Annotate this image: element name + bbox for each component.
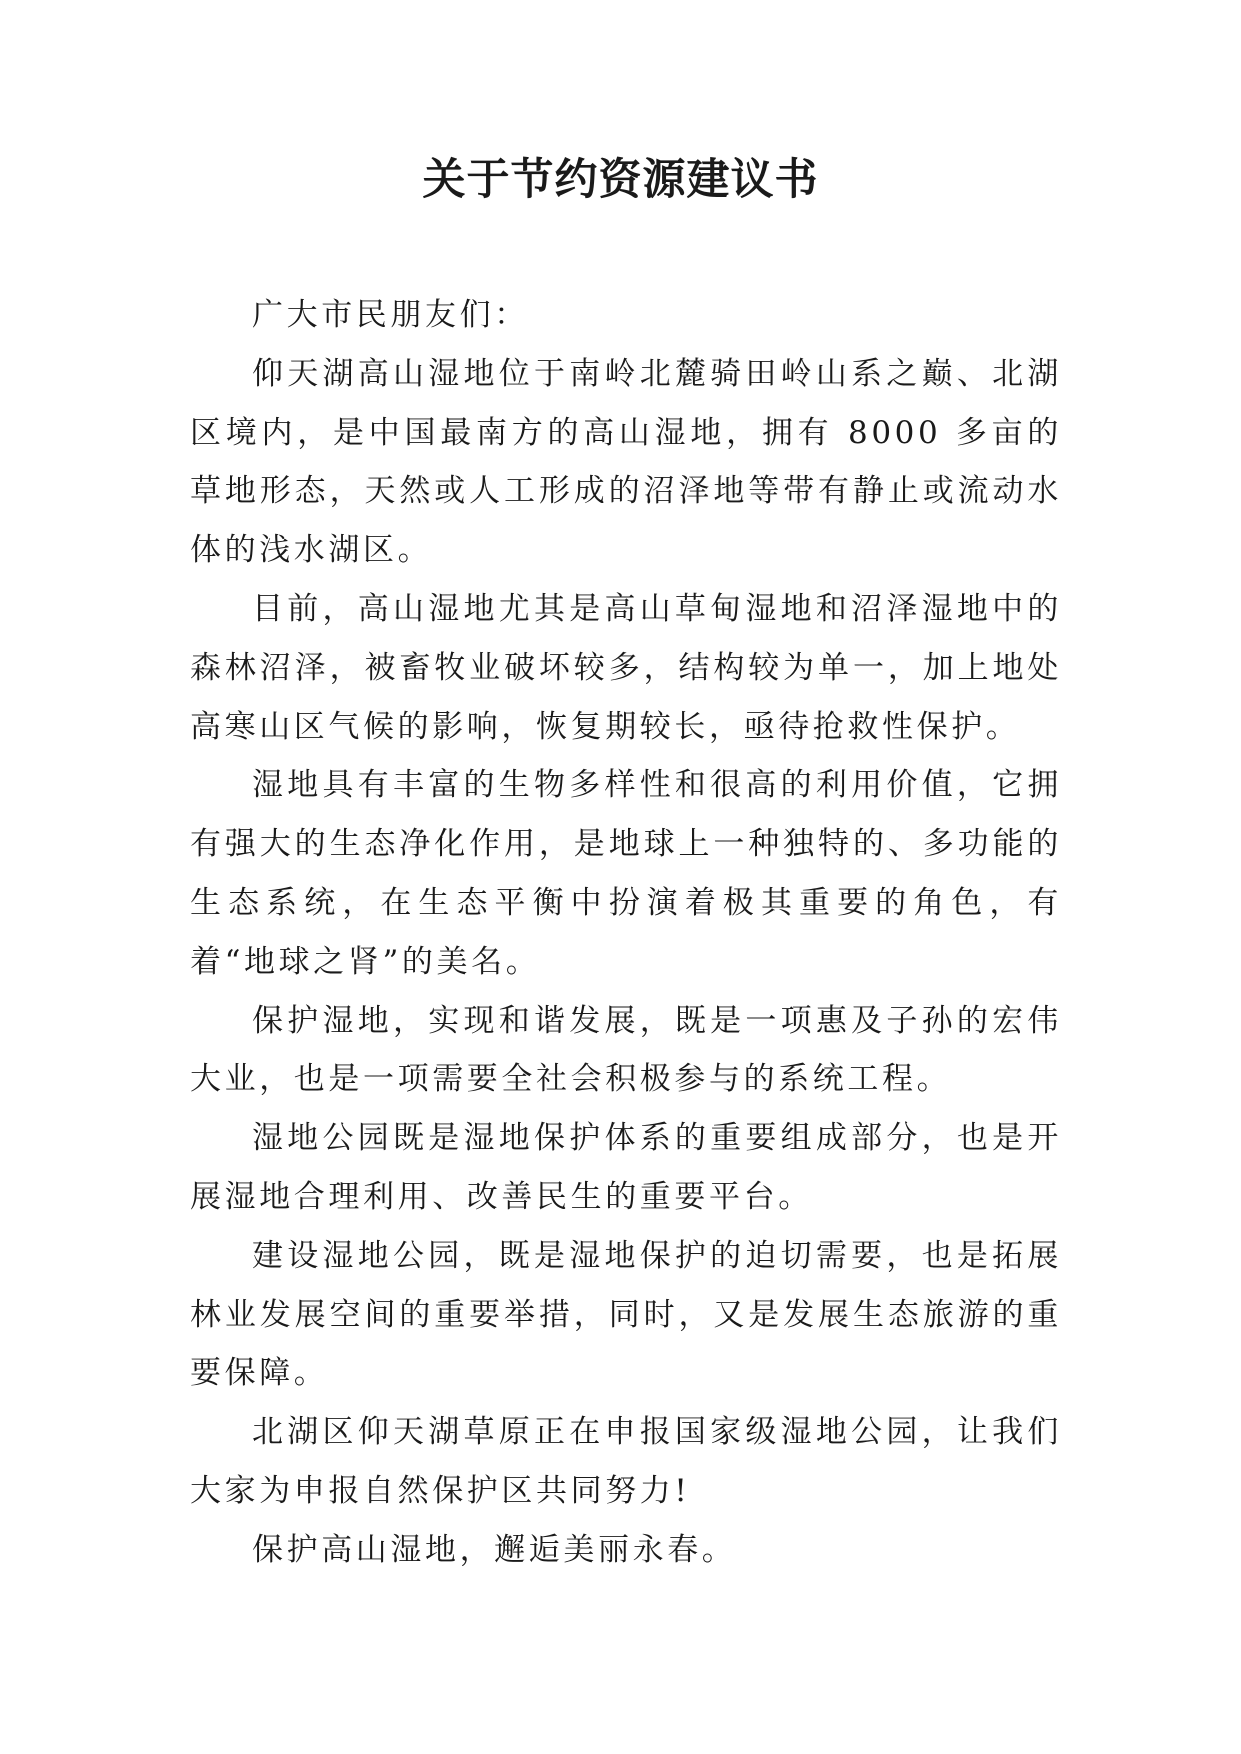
salutation: 广大市民朋友们： bbox=[252, 297, 529, 333]
closing-line: 保护高山湿地，邂逅美丽永春。 bbox=[252, 1531, 737, 1568]
document-body bbox=[190, 286, 1062, 1580]
paragraph: 保护湿地，实现和谐发展，既是一项惠及子孙的宏伟大业，也是一项需要全社会积极参与的系统工程。 bbox=[190, 1002, 1062, 1098]
document-title: 关于节约资源建议书 bbox=[422, 155, 819, 205]
paragraph: 北湖区仰天湖草原正在申报国家级湿地公园，让我们大家为申报自然保护区共同努力! bbox=[190, 1414, 1062, 1509]
paragraph: 湿地具有丰富的生物多样性和很高的利用价值，它拥有强大的生态净化作用，是地球上一种独特的、多功能的生态系统，在生态平衡中扮演着极其重要的角色，有着“地球之肾”的美名。 bbox=[190, 767, 1062, 980]
paragraph: 仰天湖高山湿地位于南岭北麓骑田岭山系之巅、北湖区境内，是中国最南方的高山湿地，拥有 8000 多亩的草地形态，天然或人工形成的沼泽地等带有静止或流动水体的浅水湖区。 bbox=[190, 355, 1062, 569]
paragraph: 建设湿地公园，既是湿地保护的迫切需要，也是拓展林业发展空间的重要举措，同时，又是发展生态旅游的重要保障。 bbox=[190, 1237, 1062, 1392]
paragraph: 目前，高山湿地尤其是高山草甸湿地和沼泽湿地中的森林沼泽，被畜牧业破坏较多，结构较为单一，加上地处高寒山区气候的影响，恢复期较长，亟待抢救性保护。 bbox=[190, 590, 1062, 745]
paragraph: 湿地公园既是湿地保护体系的重要组成部分，也是开展湿地合理利用、改善民生的重要平台。 bbox=[190, 1120, 1062, 1215]
